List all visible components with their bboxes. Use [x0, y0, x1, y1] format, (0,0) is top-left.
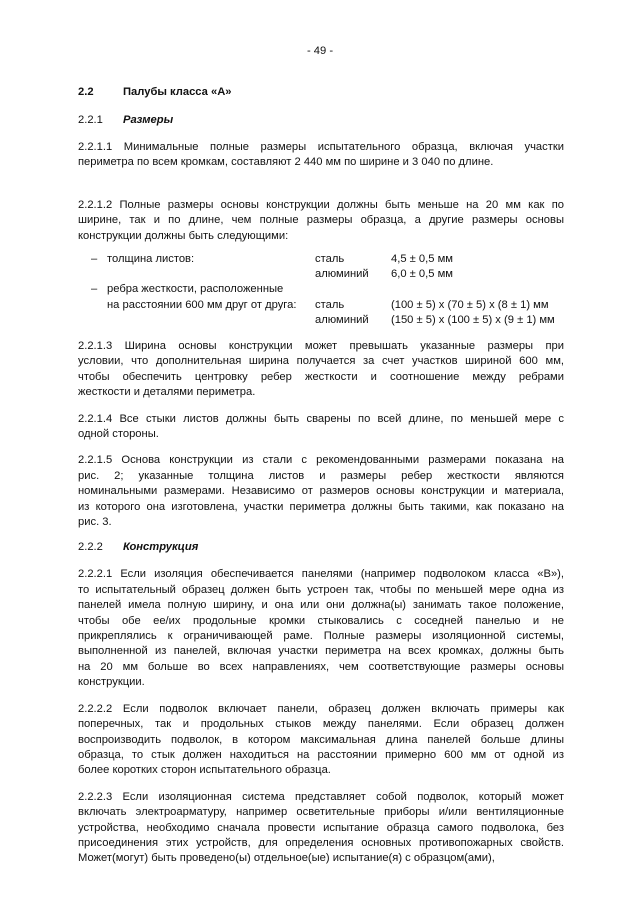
paragraph-2-2-1-1	[78, 140, 564, 171]
paragraph-2-2-2-1	[78, 567, 564, 690]
dimension-value: (150 ± 5) x (100 ± 5) x (9 ± 1) мм	[391, 313, 555, 326]
page-content	[78, 86, 564, 867]
subsection-number: 2.2.1	[78, 114, 103, 126]
text-line: присоединения этих устройств, для определения основных противопожарных свойств.	[78, 836, 564, 849]
text-line: 2.2.2.3 Если изоляционная система представляет собой подволок, который может	[78, 790, 564, 803]
paragraph-2-2-2-3	[78, 790, 564, 867]
dimension-label: на расстоянии 600 мм друг от друга:	[107, 298, 297, 311]
dimension-row	[78, 298, 564, 313]
paragraph-2-2-1-5	[78, 453, 564, 530]
page-number: - 49 -	[306, 45, 334, 57]
text-line: конструкции.	[78, 676, 145, 689]
dimensions-table	[78, 252, 564, 328]
text-line: 2.2.1.4 Все стыки листов должны быть сварены по всей длине, по меньшей мере с	[78, 412, 564, 425]
text-line: чтобы обе ее/их продольные кромки стыковались с соседней панелью и не	[78, 614, 564, 627]
subsection-heading-sizes	[78, 114, 564, 128]
text-line: 2.2.2.1 Если изоляция обеспечивается панелями (например подволоком класса «В»),	[78, 568, 564, 581]
subsection-number: 2.2.2	[78, 541, 103, 554]
dimension-dash: –	[91, 253, 98, 266]
text-line: 2.2.1.1 Минимальные полные размеры испытательного образца, включая участки	[78, 141, 564, 153]
paragraph-2-2-1-4	[78, 412, 564, 443]
dimension-value: 6,0 ± 0,5 мм	[391, 268, 453, 281]
dimension-material: сталь	[315, 253, 345, 266]
text-line: одной стороны.	[78, 428, 159, 440]
dimension-row	[78, 252, 564, 267]
paragraph-2-2-2-2	[78, 702, 564, 779]
text-line: номинальными размерами. Независимо от размеров основы конструкции и материала,	[78, 485, 564, 498]
subsection-heading-construction	[78, 541, 564, 555]
text-line: условии, что дополнительная ширина получается за счет участков шириной 600 мм,	[78, 355, 564, 368]
dimension-material: сталь	[315, 298, 345, 311]
text-line: периметра по всем кромкам, составляют 2 440 мм по ширине и 3 040 по длине.	[78, 156, 494, 169]
text-line: 2.2.1.2 Полные размеры основы конструкции должны быть меньше на 20 мм как по	[78, 198, 564, 211]
text-line: 2.2.2.2 Если подволок включает панели, образец должен включать примеры как	[78, 702, 564, 715]
text-line: жесткости и деталями периметра.	[78, 386, 256, 399]
text-line: рис. 3.	[78, 516, 112, 529]
text-line: включать электроарматуру, например осветительные приборы и/или вентиляционные	[78, 806, 564, 819]
text-line: воспроизводить подволок, в котором максимальная длина панелей больше длины	[78, 733, 564, 746]
text-line: 2.2.1.5 Основа конструкции из стали с рекомендованными размерами показана на	[78, 454, 564, 467]
section-title: Палубы класса «А»	[123, 86, 232, 98]
text-line: 2.2.1.3 Ширина основы конструкции может превышать указанные размеры при	[78, 339, 564, 352]
text-line: более коротких сторон испытательного образца.	[78, 764, 331, 777]
paragraph-2-2-1-2	[78, 198, 564, 244]
text-line: образца, то стык должен находиться на расстоянии примерно 600 мм от одной из	[78, 748, 564, 761]
text-line: рис. 2; указанные толщина листов и размеры ребер жесткости являются	[78, 469, 564, 482]
text-line: поперечных, так и продольных стыков между панелями. Если образец должен	[78, 718, 564, 731]
text-line: чтобы обеспечить центровку ребер жесткости и соотношение между ребрами	[78, 370, 564, 383]
dimension-row	[78, 282, 564, 297]
dimension-value: 4,5 ± 0,5 мм	[391, 253, 453, 266]
paragraph-2-2-1-3	[78, 339, 564, 401]
section-heading	[78, 86, 564, 100]
text-line: то испытательный образец должен быть устроен так, чтобы по меньшей мере одна из	[78, 583, 564, 596]
text-line: ширине, так и по длине, чем полные размеры образца, а другие размеры основы	[78, 214, 564, 227]
subsection-title: Конструкция	[123, 541, 199, 554]
text-line: Может(могут) быть проведено(ы) отдельное(ые) испытание(я) с образцом(ами),	[78, 852, 495, 865]
dimension-material: алюминий	[315, 268, 369, 281]
subsection-title: Размеры	[123, 114, 174, 126]
section-number: 2.2	[78, 86, 94, 98]
dimension-material: алюминий	[315, 313, 369, 326]
dimension-label: толщина листов:	[107, 253, 195, 266]
text-line: выполненной из панелей, включая участки периметра на всех кромках, должны быть	[78, 645, 564, 658]
text-line: конструкции должны быть следующими:	[78, 229, 289, 242]
dimension-value: (100 ± 5) x (70 ± 5) x (8 ± 1) мм	[391, 298, 549, 311]
text-line: на 20 мм больше во всех направлениях, чем соответствующие размеры основы	[78, 660, 564, 673]
dimension-row	[78, 313, 564, 328]
dimension-dash: –	[91, 283, 98, 296]
dimension-row	[78, 267, 564, 282]
dimension-label: ребра жесткости, расположенные	[107, 283, 284, 296]
text-line: из которого она изготовлена, участки периметра должны быть такими, как показано на	[78, 500, 564, 513]
text-line: панелей имела полную ширину, и она или они должна(ы) занимать такое положение,	[78, 599, 564, 612]
text-line: устройства, необходимо сначала провести испытание образца самого подволока, без	[78, 821, 564, 834]
text-line: прикреплялись к ограничивающей раме. Полные размеры изоляционной системы,	[78, 630, 564, 643]
